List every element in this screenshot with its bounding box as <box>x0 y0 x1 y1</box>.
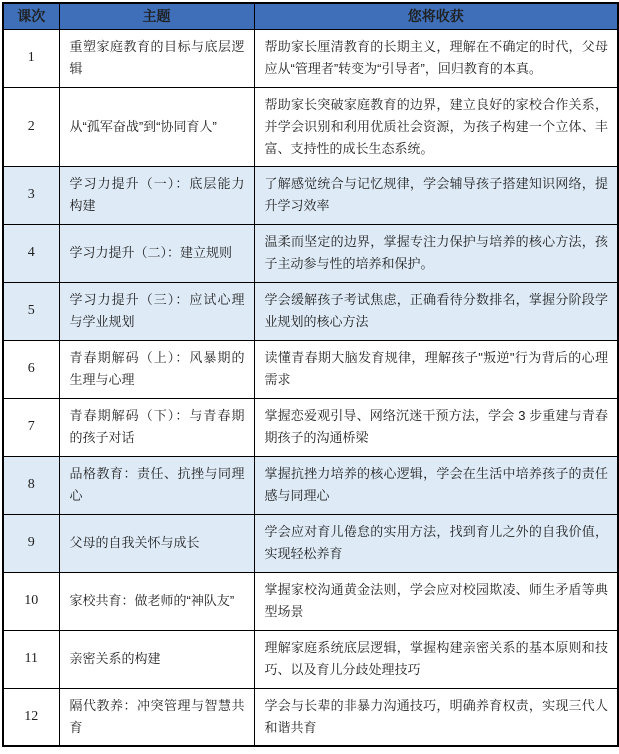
table-row <box>3 630 618 688</box>
topic-cell: 重塑家庭教育的目标与底层逻辑 <box>59 29 254 87</box>
gain-cell: 了解感觉统合与记忆规律，学会辅导孩子搭建知识网络，提升学习效率 <box>254 166 618 224</box>
topic-cell: 父母的自我关怀与成长 <box>59 514 254 572</box>
table-row <box>3 87 618 166</box>
column-header-lesson: 课次 <box>3 3 59 29</box>
gain-cell: 掌握抗挫力培养的核心逻辑，学会在生活中培养孩子的责任感与同理心 <box>254 456 618 514</box>
gain-cell: 温柔而坚定的边界，掌握专注力保护与培养的核心方法，孩子主动参与性的培养和保护。 <box>254 224 618 282</box>
column-header-gain: 您将收获 <box>254 3 618 29</box>
lesson-number-cell: 11 <box>3 630 59 688</box>
lesson-number-cell: 8 <box>3 456 59 514</box>
gain-cell: 理解家庭系统底层逻辑，掌握构建亲密关系的基本原则和技巧、以及育儿分歧处理技巧 <box>254 630 618 688</box>
table-header <box>3 3 618 29</box>
lesson-number-cell: 2 <box>3 87 59 166</box>
table-body <box>3 29 618 746</box>
gain-cell: 学会缓解孩子考试焦虑，正确看待分数排名，掌握分阶段学业规划的核心方法 <box>254 282 618 340</box>
topic-cell: 青春期解码（下）：与青春期的孩子对话 <box>59 398 254 456</box>
lesson-number-cell: 1 <box>3 29 59 87</box>
topic-cell: 品格教育：责任、抗挫与同理心 <box>59 456 254 514</box>
course-table <box>2 2 619 747</box>
header-row <box>3 3 618 29</box>
topic-cell: 青春期解码（上）：风暴期的生理与心理 <box>59 340 254 398</box>
table-row <box>3 29 618 87</box>
table-row <box>3 340 618 398</box>
topic-cell: 学习力提升（二）：建立规则 <box>59 224 254 282</box>
table-row <box>3 224 618 282</box>
lesson-number-cell: 10 <box>3 572 59 630</box>
topic-cell: 从“孤军奋战”到“协同育人” <box>59 87 254 166</box>
table-row <box>3 398 618 456</box>
gain-cell: 掌握恋爱观引导、网络沉迷干预方法，学会 3 步重建与青春期孩子的沟通桥梁 <box>254 398 618 456</box>
topic-cell: 学习力提升（三）：应试心理与学业规划 <box>59 282 254 340</box>
table-row <box>3 572 618 630</box>
lesson-number-cell: 12 <box>3 688 59 746</box>
gain-cell: 掌握家校沟通黄金法则，学会应对校园欺凌、师生矛盾等典型场景 <box>254 572 618 630</box>
lesson-number-cell: 6 <box>3 340 59 398</box>
column-header-topic: 主题 <box>59 3 254 29</box>
topic-cell: 学习力提升（一）：底层能力构建 <box>59 166 254 224</box>
gain-cell: 读懂青春期大脑发育规律，理解孩子"叛逆"行为背后的心理需求 <box>254 340 618 398</box>
table-row <box>3 514 618 572</box>
lesson-number-cell: 3 <box>3 166 59 224</box>
gain-cell: 帮助家长突破家庭教育的边界，建立良好的家校合作关系，并学会识别和利用优质社会资源，为孩子构建一个立体、丰富、支持性的成长生态系统。 <box>254 87 618 166</box>
table-row <box>3 166 618 224</box>
lesson-number-cell: 4 <box>3 224 59 282</box>
gain-cell: 帮助家长厘清教育的长期主义，理解在不确定的时代，父母应从“管理者”转变为“引导者”，回归教育的本真。 <box>254 29 618 87</box>
lesson-number-cell: 9 <box>3 514 59 572</box>
topic-cell: 亲密关系的构建 <box>59 630 254 688</box>
table-row <box>3 456 618 514</box>
gain-cell: 学会与长辈的非暴力沟通技巧，明确养育权责，实现三代人和谐共育 <box>254 688 618 746</box>
topic-cell: 隔代教养：冲突管理与智慧共育 <box>59 688 254 746</box>
topic-cell: 家校共育：做老师的“神队友” <box>59 572 254 630</box>
lesson-number-cell: 5 <box>3 282 59 340</box>
table-row <box>3 688 618 746</box>
table-row <box>3 282 618 340</box>
lesson-number-cell: 7 <box>3 398 59 456</box>
gain-cell: 学会应对育儿倦怠的实用方法，找到育儿之外的自我价值，实现轻松养育 <box>254 514 618 572</box>
